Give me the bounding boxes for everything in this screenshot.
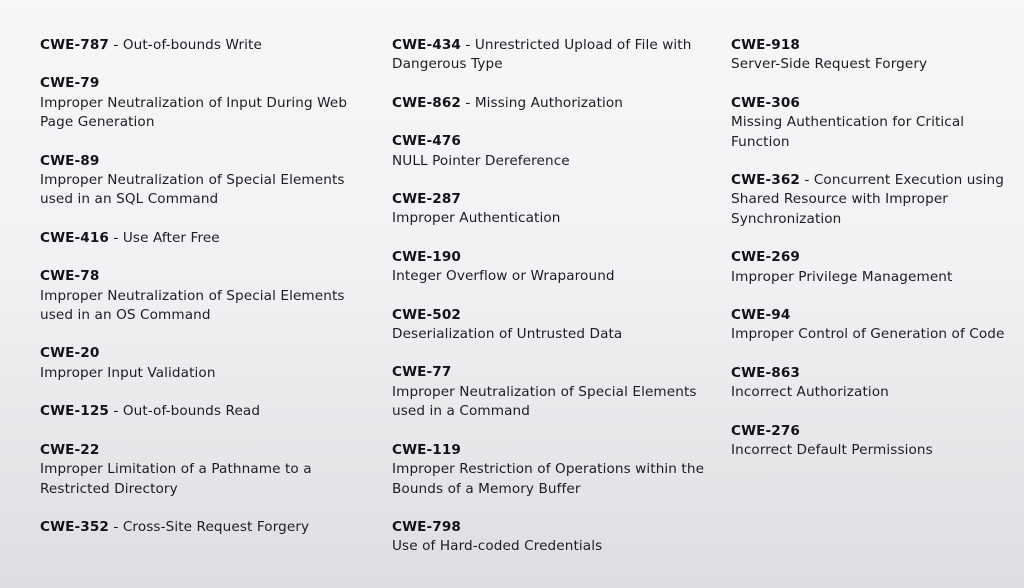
cwe-id: CWE-190: [392, 248, 461, 265]
cwe-name: Improper Limitation of a Pathname to a Restricted Directory: [40, 461, 312, 497]
cwe-name: Unrestricted Upload of File with Dangerous Type: [392, 37, 692, 73]
cwe-name: NULL Pointer Dereference: [392, 152, 570, 169]
cwe-entry: CWE-352 - Cross-Site Request Forgery: [40, 518, 310, 535]
cwe-entry: CWE-125 - Out-of-bounds Read: [40, 403, 261, 420]
cwe-name: Use of Hard-coded Credentials: [392, 538, 603, 555]
cwe-id: CWE-94: [731, 307, 791, 324]
cwe-name: Deserialization of Untrusted Data: [392, 326, 623, 343]
cwe-id: CWE-269: [731, 249, 800, 266]
cwe-entry: [40, 441, 380, 499]
cwe-id: CWE-125: [40, 403, 109, 420]
cwe-name: Improper Authentication: [392, 210, 561, 227]
cwe-name: Improper Input Validation: [40, 364, 216, 381]
cwe-entry: [40, 152, 380, 210]
cwe-entry: [392, 363, 712, 421]
cwe-id: CWE-352: [40, 518, 109, 535]
cwe-name: Improper Neutralization of Special Elements used in an SQL Command: [40, 172, 345, 208]
cwe-entry: CWE-862 - Missing Authorization: [392, 94, 624, 111]
cwe-entry: [731, 364, 1011, 403]
cwe-entry: [392, 132, 712, 171]
cwe-name: Improper Privilege Management: [731, 268, 953, 285]
cwe-entry: CWE-434 - Unrestricted Upload of File with Dangerous Type: [392, 37, 692, 73]
cwe-column-3: [731, 36, 1011, 461]
cwe-entry: CWE-787 - Out-of-bounds Write: [40, 37, 262, 53]
cwe-name: Incorrect Default Permissions: [731, 442, 933, 459]
cwe-id: CWE-78: [40, 268, 100, 285]
cwe-name: Missing Authorization: [474, 94, 624, 111]
cwe-name: Improper Neutralization of Special Elements used in an OS Command: [40, 287, 345, 324]
cwe-name: Improper Restriction of Operations within the Bounds of a Memory Buffer: [392, 461, 705, 497]
cwe-name: Missing Authentication for Critical Function: [731, 114, 965, 150]
cwe-id: CWE-287: [392, 191, 461, 208]
cwe-name: Out-of-bounds Read: [122, 403, 261, 420]
cwe-name: Server-Side Request Forgery: [731, 56, 928, 73]
cwe-name: Incorrect Authorization: [731, 384, 889, 401]
cwe-id: CWE-798: [392, 518, 461, 535]
cwe-id: CWE-276: [731, 422, 800, 439]
cwe-id: CWE-89: [40, 152, 100, 169]
cwe-entry: CWE-416 - Use After Free: [40, 229, 220, 246]
cwe-entry: [731, 94, 1011, 152]
cwe-id: CWE-863: [731, 364, 800, 381]
cwe-entry: CWE-362 - Concurrent Execution using Shared Resource with Improper Synchronization: [731, 172, 1004, 227]
cwe-entry: [731, 248, 1011, 287]
cwe-name: Cross-Site Request Forgery: [122, 518, 310, 535]
cwe-id: CWE-362: [731, 172, 800, 189]
cwe-name: Improper Neutralization of Input During Web Page Generation: [40, 94, 348, 131]
cwe-entry: [392, 306, 712, 345]
cwe-entry: [392, 248, 712, 287]
cwe-column-2: [392, 36, 712, 557]
cwe-id: CWE-306: [731, 94, 800, 111]
cwe-name: Out-of-bounds Write: [122, 37, 262, 53]
cwe-name: Use After Free: [122, 229, 220, 246]
cwe-id: CWE-787: [40, 37, 109, 53]
cwe-column-1: [40, 36, 380, 537]
cwe-entry: [731, 306, 1011, 345]
cwe-name: Concurrent Execution using Shared Resource with Improper Synchronization: [731, 172, 1004, 227]
cwe-entry: [40, 74, 380, 132]
cwe-id: CWE-416: [40, 229, 109, 246]
cwe-id: CWE-79: [40, 75, 100, 92]
cwe-entry: [392, 190, 712, 229]
cwe-id: CWE-434: [392, 37, 461, 53]
cwe-entry: [731, 422, 1011, 461]
cwe-id: CWE-22: [40, 441, 100, 458]
cwe-id: CWE-502: [392, 306, 461, 323]
cwe-entry: [40, 267, 380, 325]
cwe-name: Improper Neutralization of Special Elements used in a Command: [392, 383, 697, 420]
cwe-id: CWE-918: [731, 37, 800, 53]
cwe-name: Integer Overflow or Wraparound: [392, 268, 615, 285]
cwe-entry: [40, 344, 380, 383]
cwe-id: CWE-119: [392, 441, 461, 458]
cwe-id: CWE-20: [40, 345, 100, 362]
cwe-entry: [392, 441, 712, 499]
cwe-entry: [392, 518, 712, 557]
cwe-id: CWE-862: [392, 94, 461, 111]
cwe-name: Improper Control of Generation of Code: [731, 326, 1005, 343]
cwe-id: CWE-77: [392, 364, 452, 381]
cwe-id: CWE-476: [392, 133, 461, 150]
cwe-entry: [731, 36, 1011, 75]
